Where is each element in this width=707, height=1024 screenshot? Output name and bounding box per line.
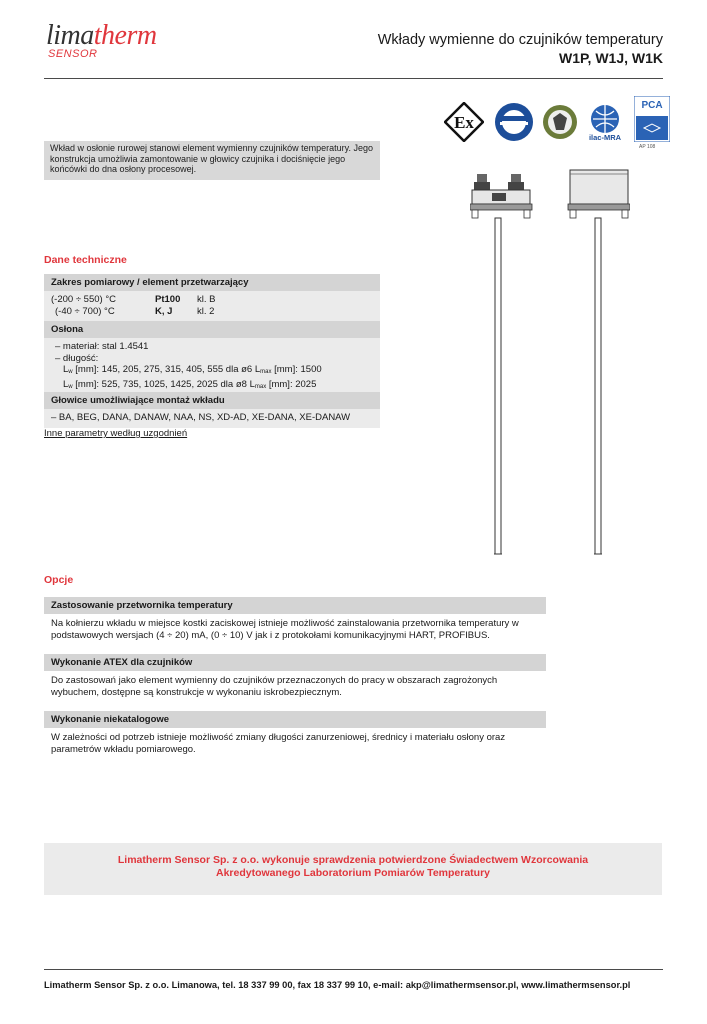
tech-section-title: Dane techniczne (44, 254, 127, 266)
range-row: (-40 ÷ 700) °C K, J kl. 2 (55, 305, 215, 317)
logo-wordmark: limatherm (46, 20, 157, 51)
option-custom (44, 711, 546, 760)
sheath-material: – materiał: stal 1.4541 (55, 341, 149, 352)
intro-text: Wkład w osłonie rurowej stanowi element wymienny czujników temperatury. Jego konstrukcja umożliwia zamontowanie w głowicy czujnika i dociśnięcie jego końcówki do dna osłony procesowej. (44, 141, 380, 180)
option-header: Zastosowanie przetwornika temperatury (44, 597, 546, 614)
svg-text:PCA: PCA (641, 100, 663, 111)
company-logo (44, 20, 157, 66)
length-row-6mm: $L_w$ [mm]: 145, 205, 275, 315, 405, 555 dla ø6 $L_{max}$ [mm]: 1500 (63, 364, 322, 375)
option-text: W zależności od potrzeb istnieje możliwość zmiany długości zanurzeniowej, średnicy i materiału osłony oraz parametrów wkładu pomiarowego. (51, 732, 506, 755)
range-body (44, 291, 380, 321)
svg-text:ilac-MRA: ilac-MRA (588, 133, 622, 142)
option-transmitter (44, 597, 546, 646)
insert-with-terminal-drawing (470, 174, 532, 554)
footer-contact: Limatherm Sensor Sp. z o.o. Limanowa, tel. 18 337 99 00, fax 18 337 99 10, e-mail: akp@limathermsensor.pl, www.limathermsensor.pl (44, 980, 631, 990)
tech-table (44, 274, 380, 428)
options-section-title: Opcje (44, 574, 74, 586)
svg-text:Ex: Ex (454, 113, 474, 132)
page-subtitle-models: W1P, W1J, W1K (559, 50, 663, 66)
option-header: Wykonanie ATEX dla czujników (44, 654, 546, 671)
range-header: Zakres pomiarowy / element przetwarzający (44, 274, 380, 291)
sheath-length-label: – długość: (55, 352, 99, 364)
certification-logos (444, 96, 670, 154)
heads-body: – BA, BEG, DANA, DANAW, NAA, NS, XD-AD, XE-DANA, XE-DANAW (44, 409, 380, 428)
sheath-body (44, 338, 380, 392)
tuv-nord-icon (494, 102, 534, 142)
eagle-seal-icon (542, 102, 578, 142)
heads-header: Głowice umożliwiające montaż wkładu (44, 392, 380, 409)
product-drawing (470, 168, 630, 558)
ex-icon (444, 102, 484, 142)
banner-line-1: Limatherm Sensor Sp. z o.o. wykonuje sprawdzenia potwierdzone Świadectwem Wzorcowania (117, 854, 589, 866)
insert-plain-drawing (568, 170, 630, 554)
range-row: (-200 ÷ 550) °C Pt100 kl. B (51, 294, 216, 305)
length-row-8mm: $L_w$ [mm]: 525, 735, 1025, 1425, 2025 dla ø8 $L_{max}$ [mm]: 2025 (63, 378, 317, 390)
sheath-header: Osłona (44, 321, 380, 338)
banner-line-2: Akredytowanego Laboratorium Pomiarów Temperatury (215, 867, 491, 879)
option-text: Do zastosowań jako element wymienny do czujników przeznaczonych do pracy w obszarach zagrożonych wybuchem, dostępne są konstrukcje w wykonaniu iskrobezpiecznym. (51, 675, 498, 698)
option-text: Na kołnierzu wkładu w miejsce kostki zaciskowej istnieje możliwość zainstalowania przetwornika temperatury w podstawowych wersjach (4 ÷ 20) mA, (0 ÷ 10) V jak i z protokołami komunikacyjnymi HART, PROFIBUS. (51, 618, 519, 641)
pca-icon (634, 96, 670, 142)
calibration-banner (44, 843, 662, 895)
header-divider (44, 78, 663, 79)
pca-accreditation-number: AP 108 (639, 144, 656, 150)
footer-divider (44, 969, 663, 970)
logo-sensor-text: SENSOR (48, 48, 98, 60)
option-header: Wykonanie niekatalogowe (44, 711, 546, 728)
ilac-mra-icon (586, 102, 624, 142)
option-atex (44, 654, 546, 703)
page-title: Wkłady wymienne do czujników temperatury (377, 32, 663, 48)
other-parameters-note: Inne parametry według uzgodnień (44, 428, 188, 439)
